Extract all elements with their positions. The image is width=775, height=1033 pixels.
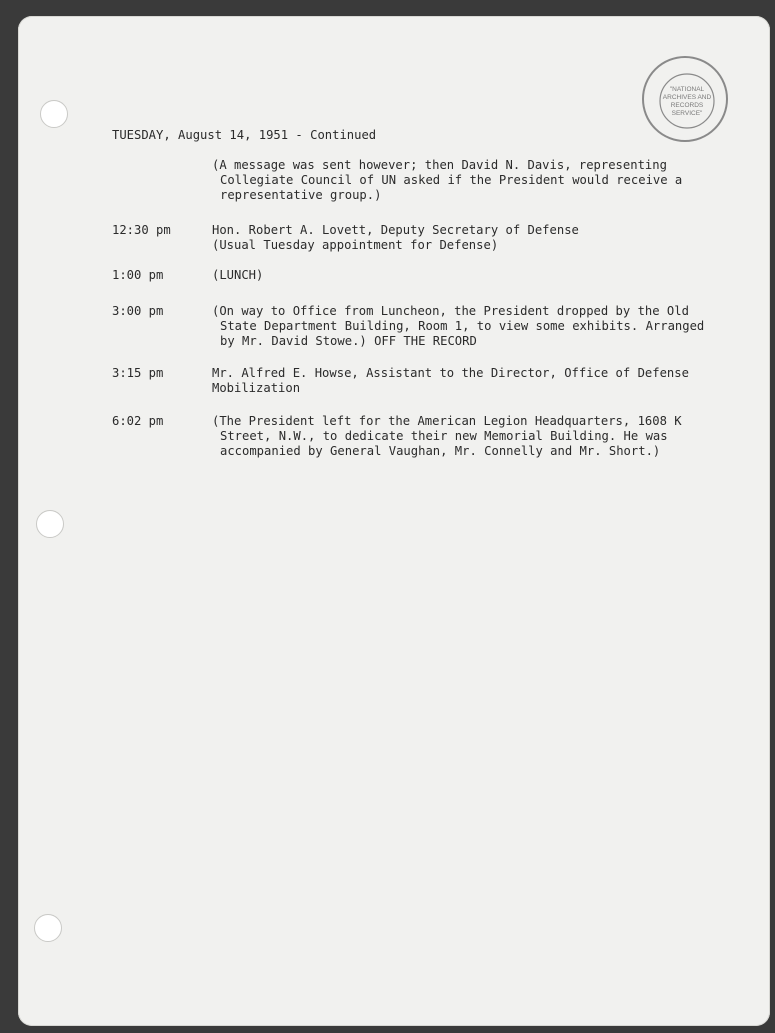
entry-line: (The President left for the American Legion Headquarters, 1608 K [212,414,682,428]
entry-line: (A message was sent however; then David N. Davis, representing [212,158,667,172]
library-stamp-graphic [644,58,730,144]
stamp-center-line: RECORDS [670,102,704,109]
entry-time: 3:15 pm [112,366,164,380]
stamp-center-line: ARCHIVES AND [662,94,712,101]
entry-line: by Mr. David Stowe.) OFF THE RECORD [220,334,477,348]
punch-hole [36,510,64,538]
entry-text [212,304,762,349]
entry-line: Collegiate Council of UN asked if the President would receive a [220,173,683,187]
entry-line: Hon. Robert A. Lovett, Deputy Secretary of Defense [212,223,579,237]
entry-time: 1:00 pm [112,268,164,282]
entry-text [212,414,762,459]
entry-line: representative group.) [220,188,382,202]
library-stamp [642,56,728,142]
punch-hole [40,100,68,128]
entry-line: Street, N.W., to dedicate their new Memorial Building. He was [220,429,668,443]
page-heading: TUESDAY, August 14, 1951 - Continued [112,128,377,142]
entry-line: Mobilization [212,381,301,395]
entry-line: (Usual Tuesday appointment for Defense) [212,238,499,252]
entry-line: State Department Building, Room 1, to view some exhibits. Arranged [220,319,705,333]
entry-text [212,366,762,396]
entry-time: 6:02 pm [112,414,164,428]
entry-text [212,268,762,283]
entry-time: 3:00 pm [112,304,164,318]
entry-line: (LUNCH) [212,268,264,282]
entry-text [212,158,762,203]
stamp-center-line: "NATIONAL [669,86,705,93]
entry-line: accompanied by General Vaughan, Mr. Connelly and Mr. Short.) [220,444,661,458]
punch-hole [34,914,62,942]
entry-line: (On way to Office from Luncheon, the President dropped by the Old [212,304,689,318]
entry-line: Mr. Alfred E. Howse, Assistant to the Director, Office of Defense [212,366,689,380]
entry-text [212,223,762,253]
document-page [18,16,770,1026]
entry-time: 12:30 pm [112,223,171,237]
stamp-center-line: SERVICE" [671,110,703,117]
